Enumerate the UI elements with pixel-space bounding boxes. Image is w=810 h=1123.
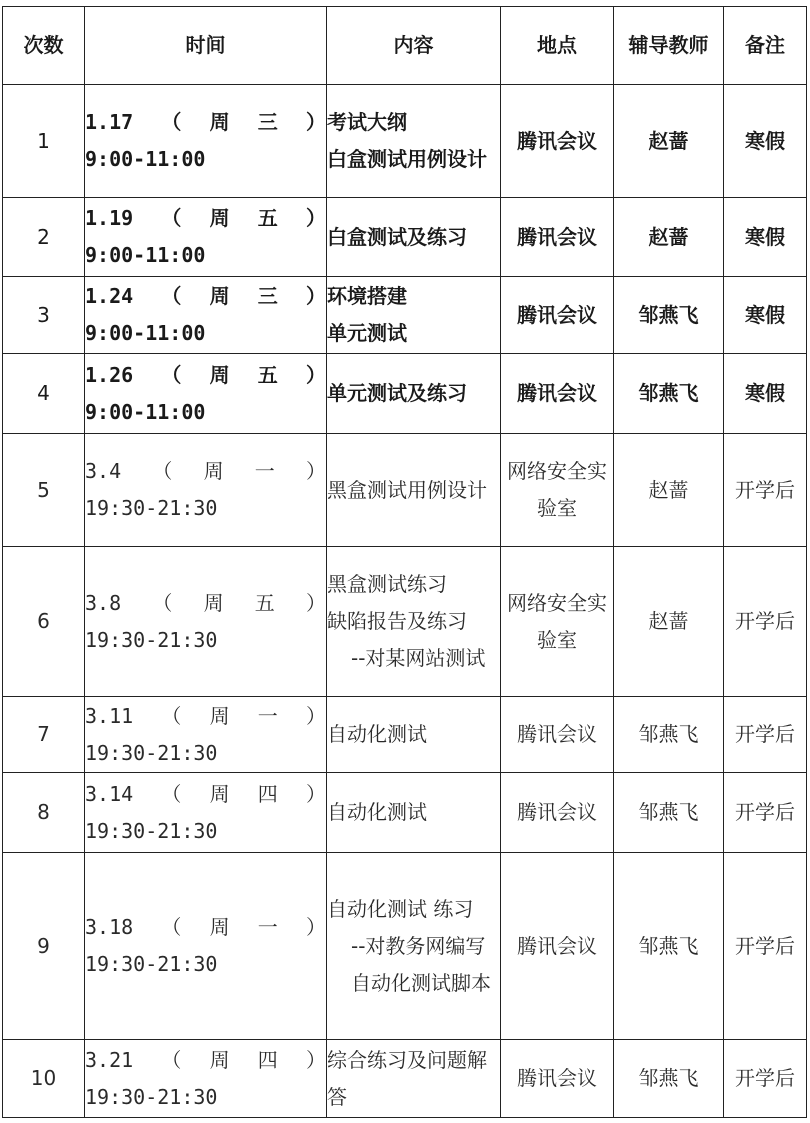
row-teacher: 邹燕飞 (614, 773, 724, 853)
row-content-line: 缺陷报告及练习 (327, 609, 467, 633)
row-date-part: （ (161, 284, 182, 308)
row-date (85, 776, 326, 813)
table-row (3, 547, 807, 697)
row-teacher: 邹燕飞 (614, 853, 724, 1040)
row-place: 腾讯会议 (501, 697, 614, 773)
row-time: 9:00-11:00 (85, 399, 206, 424)
row-time: 19:30-21:30 (85, 952, 218, 976)
row-index: 8 (3, 773, 85, 853)
table-row (3, 354, 807, 434)
row-time-cell (85, 198, 327, 277)
table-row (3, 697, 807, 773)
row-content-cell (327, 853, 501, 1040)
row-date-part: 3.21 (85, 1047, 134, 1072)
table-row (3, 853, 807, 1040)
row-place: 腾讯会议 (501, 853, 614, 1040)
row-index: 1 (3, 85, 85, 198)
row-time-cell (85, 354, 327, 434)
row-time: 9:00-11:00 (85, 321, 206, 345)
row-date-part: 周 (203, 459, 224, 483)
row-date-part: 周 (209, 284, 230, 308)
row-content-line: 黑盒测试用例设计 (327, 477, 487, 502)
table-row (3, 434, 807, 547)
row-date-part: （ (161, 781, 182, 806)
header-teacher: 辅导教师 (614, 7, 724, 85)
row-content-cell (327, 547, 501, 697)
row-time: 19:30-21:30 (85, 627, 218, 652)
row-index: 7 (3, 697, 85, 773)
row-date-part: 1.17 (85, 110, 134, 134)
row-date-part: ） (305, 915, 326, 939)
row-date-part: 3.18 (85, 915, 134, 939)
row-date-part: 一 (257, 703, 278, 728)
row-place: 腾讯会议 (501, 85, 614, 198)
row-date (85, 909, 326, 946)
row-date-part: ） (305, 110, 326, 134)
row-content-line: 单元测试及练习 (327, 381, 467, 405)
row-date-part: 周 (209, 110, 230, 134)
row-note: 开学后 (724, 853, 807, 1040)
row-index: 2 (3, 198, 85, 277)
row-date-part: ） (305, 1047, 326, 1072)
row-place: 网络安全实验室 (501, 547, 614, 697)
row-date-part: 周 (209, 781, 230, 806)
row-content-line: 单元测试 (327, 321, 407, 345)
row-content-line: 综合练习及问题解答 (327, 1047, 487, 1109)
row-time-cell (85, 773, 327, 853)
row-index: 3 (3, 277, 85, 354)
row-date-part: （ (152, 459, 173, 483)
row-date-part: 四 (257, 1047, 278, 1072)
row-time-cell (85, 85, 327, 198)
row-date-part: 一 (254, 459, 275, 483)
row-date-part: （ (161, 915, 182, 939)
row-place: 腾讯会议 (501, 198, 614, 277)
header-place: 地点 (501, 7, 614, 85)
row-place: 腾讯会议 (501, 354, 614, 434)
row-place: 腾讯会议 (501, 277, 614, 354)
row-date (85, 357, 326, 394)
row-date-part: （ (161, 362, 182, 387)
row-date-part: （ (161, 206, 182, 230)
row-place: 网络安全实验室 (501, 434, 614, 547)
header-time: 时间 (85, 7, 327, 85)
row-index: 4 (3, 354, 85, 434)
row-content-cell (327, 434, 501, 547)
row-note: 开学后 (724, 547, 807, 697)
row-teacher: 赵蔷 (614, 85, 724, 198)
row-note: 寒假 (724, 198, 807, 277)
row-date-part: 周 (209, 206, 230, 230)
row-place: 腾讯会议 (501, 773, 614, 853)
row-note: 开学后 (724, 1040, 807, 1118)
row-date-part: 五 (254, 590, 275, 615)
row-date-part: 一 (257, 915, 278, 939)
row-date-part: 四 (257, 781, 278, 806)
row-index: 6 (3, 547, 85, 697)
row-teacher: 邹燕飞 (614, 354, 724, 434)
row-teacher: 赵蔷 (614, 434, 724, 547)
table-row (3, 198, 807, 277)
row-date-part: 周 (209, 1047, 230, 1072)
header-index: 次数 (3, 7, 85, 85)
row-note: 开学后 (724, 434, 807, 547)
row-date-part: 五 (257, 206, 278, 230)
row-date (85, 1042, 326, 1079)
row-time-cell (85, 547, 327, 697)
row-note: 开学后 (724, 697, 807, 773)
row-teacher: 赵蔷 (614, 198, 724, 277)
row-date-part: ） (306, 459, 326, 483)
row-content-line: 自动化测试 (327, 722, 427, 746)
row-date (85, 453, 326, 490)
row-content-line: 黑盒测试练习 (327, 572, 447, 596)
row-teacher: 邹燕飞 (614, 1040, 724, 1118)
row-date-part: 1.26 (85, 362, 134, 387)
row-content-cell (327, 354, 501, 434)
table-row (3, 85, 807, 198)
row-date-part: ） (305, 362, 326, 387)
header-content: 内容 (327, 7, 501, 85)
row-time-cell (85, 1040, 327, 1118)
row-teacher: 邹燕飞 (614, 697, 724, 773)
row-content-line: 环境搭建 (327, 284, 407, 308)
row-date-part: 3.4 (85, 459, 122, 483)
row-content-line: 考试大纲 (327, 110, 407, 134)
row-content-line: 白盒测试及练习 (327, 224, 467, 249)
row-date (85, 698, 326, 735)
table-row (3, 773, 807, 853)
row-date (85, 278, 326, 315)
row-date-part: （ (161, 703, 182, 728)
row-index: 10 (3, 1040, 85, 1118)
row-date-part: ） (305, 284, 326, 308)
row-time: 19:30-21:30 (85, 496, 218, 520)
row-teacher: 赵蔷 (614, 547, 724, 697)
row-date-part: 1.19 (85, 206, 134, 230)
row-content-cell (327, 1040, 501, 1118)
row-content-cell (327, 773, 501, 853)
row-date-part: 三 (257, 284, 278, 308)
row-date-part: 周 (209, 362, 230, 387)
table-row (3, 277, 807, 354)
row-content-line: --对教务网编写自动化测试脚本 (351, 933, 491, 995)
row-teacher: 邹燕飞 (614, 277, 724, 354)
row-index: 5 (3, 434, 85, 547)
row-time-cell (85, 277, 327, 354)
row-content-line: --对某网站测试 (351, 646, 486, 670)
row-date-part: （ (161, 110, 182, 134)
row-time: 19:30-21:30 (85, 818, 218, 843)
row-date-part: ） (305, 206, 326, 230)
row-note: 寒假 (724, 354, 807, 434)
schedule-table (2, 6, 807, 1118)
row-date-part: 1.24 (85, 284, 134, 308)
row-date-part: 周 (209, 915, 230, 939)
row-time: 9:00-11:00 (85, 243, 206, 267)
row-date-part: （ (161, 1047, 182, 1072)
row-content-line: 自动化测试 练习 (327, 896, 474, 921)
row-date-part: （ (152, 590, 173, 615)
row-time-cell (85, 697, 327, 773)
row-date-part: 五 (257, 362, 278, 387)
row-index: 9 (3, 853, 85, 1040)
header-row (3, 7, 807, 85)
row-date (85, 585, 326, 622)
row-time: 19:30-21:30 (85, 1084, 218, 1109)
row-date-part: 3.8 (85, 590, 122, 615)
row-date (85, 200, 326, 237)
row-date-part: 周 (209, 703, 230, 728)
row-date-part: ） (305, 703, 326, 728)
row-time-cell (85, 434, 327, 547)
row-note: 寒假 (724, 277, 807, 354)
row-time-cell (85, 853, 327, 1040)
row-content-cell (327, 85, 501, 198)
row-content-line: 自动化测试 (327, 800, 427, 824)
row-time: 9:00-11:00 (85, 147, 206, 171)
row-content-cell (327, 198, 501, 277)
row-date-part: ） (306, 590, 326, 615)
row-content-line: 白盒测试用例设计 (327, 147, 487, 171)
row-time: 19:30-21:30 (85, 740, 218, 765)
row-place: 腾讯会议 (501, 1040, 614, 1118)
row-note: 寒假 (724, 85, 807, 198)
header-note: 备注 (724, 7, 807, 85)
row-date-part: ） (305, 781, 326, 806)
row-content-cell (327, 697, 501, 773)
row-date (85, 104, 326, 141)
row-content-cell (327, 277, 501, 354)
row-note: 开学后 (724, 773, 807, 853)
row-date-part: 三 (257, 110, 278, 134)
row-date-part: 3.11 (85, 703, 134, 728)
table-row (3, 1040, 807, 1118)
row-date-part: 周 (203, 590, 224, 615)
row-date-part: 3.14 (85, 781, 134, 806)
